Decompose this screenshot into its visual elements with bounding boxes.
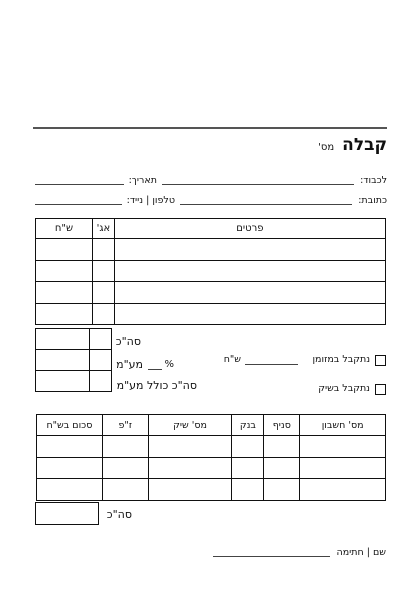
items-cell[interactable]: [36, 282, 93, 304]
pay-col-account: מס' חשבון: [300, 415, 386, 436]
receipt-title: [318, 134, 387, 159]
items-cell[interactable]: [92, 239, 114, 261]
to-field[interactable]: [162, 184, 354, 185]
pay-cell[interactable]: [148, 479, 232, 501]
receipt-number-label: מס': [318, 142, 335, 153]
cash-currency-label: ש"ח: [223, 354, 241, 365]
summary-boxes: [35, 328, 112, 392]
pay-cell[interactable]: [232, 479, 264, 501]
cash-amount-field[interactable]: [245, 364, 298, 365]
items-cell[interactable]: [92, 260, 114, 282]
pay-col-due-date: ז"פ: [102, 415, 148, 436]
date-field[interactable]: [35, 184, 124, 185]
table-row: [37, 479, 386, 501]
pay-cell[interactable]: [102, 436, 148, 458]
total-with-vat-label: סה"כ כולל מע"מ: [116, 379, 197, 392]
pay-cell[interactable]: [37, 436, 103, 458]
date-label: תאריך:: [128, 175, 157, 186]
to-label: לכבוד:: [360, 175, 387, 186]
table-row: [37, 457, 386, 479]
pay-cell[interactable]: [300, 457, 386, 479]
items-header-row: [36, 219, 386, 239]
pay-cell[interactable]: [264, 436, 300, 458]
table-row: [36, 371, 112, 392]
pay-cell[interactable]: [264, 479, 300, 501]
table-row: [36, 350, 112, 371]
items-cell[interactable]: [92, 303, 114, 325]
cash-checkbox[interactable]: [375, 355, 386, 366]
items-cell[interactable]: [114, 239, 385, 261]
items-cell[interactable]: [92, 282, 114, 304]
subtotal-shekel-box[interactable]: [36, 329, 90, 350]
items-cell[interactable]: [36, 260, 93, 282]
table-row: [36, 260, 386, 282]
table-row: [36, 303, 386, 325]
total-shekel-box[interactable]: [36, 371, 90, 392]
vat-percent-field[interactable]: [148, 369, 162, 370]
pay-cell[interactable]: [148, 457, 232, 479]
signature-label: שם | חתימה: [336, 547, 386, 558]
top-divider: [33, 127, 387, 129]
signature-field[interactable]: [213, 556, 330, 557]
pay-cell[interactable]: [102, 457, 148, 479]
payment-header-row: [37, 415, 386, 436]
table-row: [36, 239, 386, 261]
items-col-details: פרטים: [114, 219, 385, 239]
check-checkbox[interactable]: [375, 384, 386, 395]
pay-col-amount: סכום בש"ח: [37, 415, 103, 436]
payment-table: [36, 414, 386, 501]
items-cell[interactable]: [36, 303, 93, 325]
pay-cell[interactable]: [232, 436, 264, 458]
pay-cell[interactable]: [102, 479, 148, 501]
items-cell[interactable]: [36, 239, 93, 261]
address-label: כתובת:: [358, 195, 387, 206]
vat-label: מע"מ: [116, 358, 143, 371]
pay-cell[interactable]: [232, 457, 264, 479]
items-col-shekel: ש"ח: [36, 219, 93, 239]
items-cell[interactable]: [114, 260, 385, 282]
vat-shekel-box[interactable]: [36, 350, 90, 371]
pay-cell[interactable]: [300, 479, 386, 501]
table-row: [36, 329, 112, 350]
pay-cell[interactable]: [37, 457, 103, 479]
receipt-title-text: קבלה: [342, 135, 387, 155]
pay-cell[interactable]: [264, 457, 300, 479]
items-table: [35, 218, 386, 325]
payment-total-box[interactable]: [35, 502, 99, 525]
table-row: [37, 436, 386, 458]
total-agorot-box[interactable]: [90, 371, 112, 392]
items-col-agorot: אג': [92, 219, 114, 239]
vat-agorot-box[interactable]: [90, 350, 112, 371]
phone-field[interactable]: [35, 204, 122, 205]
percent-sign: %: [164, 359, 174, 370]
pay-col-check-number: מס' שיק: [148, 415, 232, 436]
pay-cell[interactable]: [37, 479, 103, 501]
check-label: נתקבל בשיק: [318, 383, 370, 394]
address-field[interactable]: [180, 204, 352, 205]
table-row: [36, 282, 386, 304]
subtotal-label: סה"כ: [115, 335, 141, 348]
pay-cell[interactable]: [148, 436, 232, 458]
pay-col-branch: סניף: [264, 415, 300, 436]
pay-col-bank: בנק: [232, 415, 264, 436]
pay-cell[interactable]: [300, 436, 386, 458]
cash-label: נתקבל במזומן: [312, 354, 370, 365]
phone-label: טלפון | נייד:: [126, 195, 175, 206]
subtotal-agorot-box[interactable]: [90, 329, 112, 350]
items-cell[interactable]: [114, 303, 385, 325]
payment-total-label: סה"כ: [106, 508, 132, 521]
items-cell[interactable]: [114, 282, 385, 304]
